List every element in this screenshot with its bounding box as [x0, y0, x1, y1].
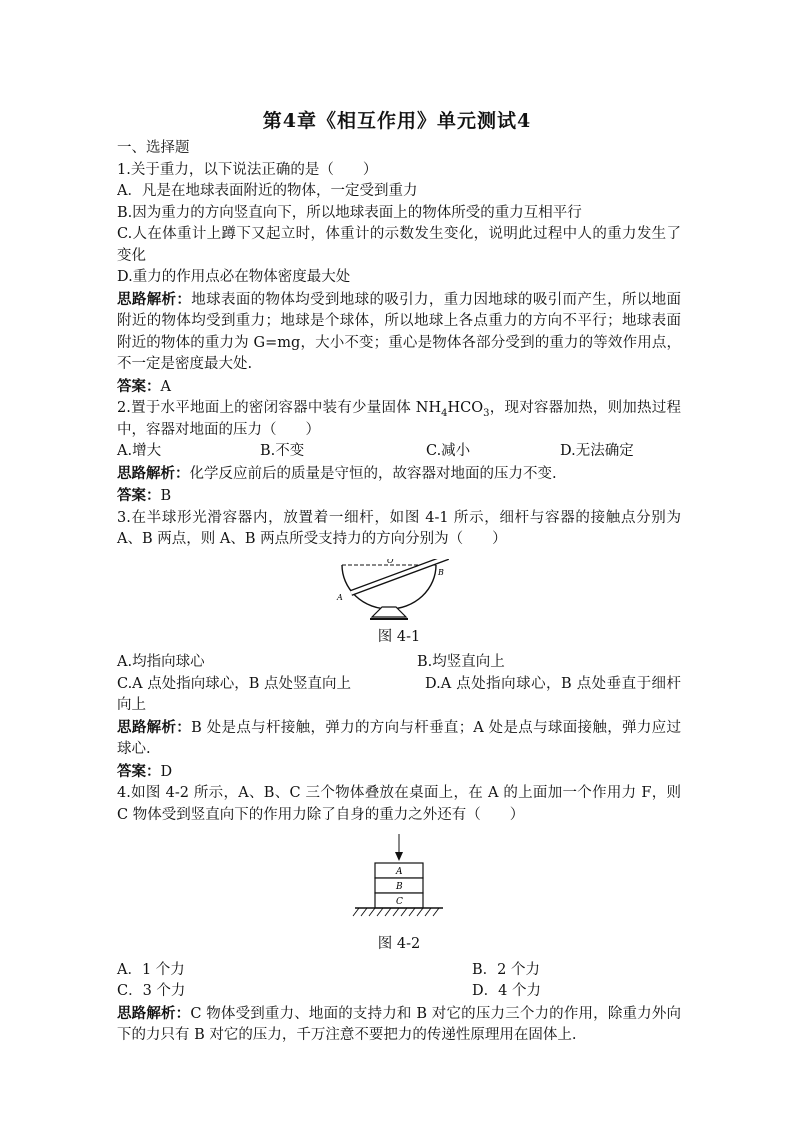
q3-analysis — [117, 717, 681, 761]
q2-answer-label: 答案： — [117, 487, 161, 504]
q4-option-a: A．1 个力 — [117, 961, 185, 978]
q3-option-c: C.A 点处指向球心，B 点处竖直向上 — [117, 675, 352, 692]
q4-options-row2 — [117, 981, 681, 1003]
q2-stem-part-a: 2.置于水平地面上的密闭容器中装有少量固体 NH — [117, 400, 442, 416]
q2-subscript-2: 3 — [483, 407, 490, 419]
q3-answer-label: 答案： — [117, 762, 161, 780]
q1-answer-value: A — [160, 378, 171, 395]
bowl-stand — [372, 607, 406, 617]
q4-option-d: D．4 个力 — [472, 983, 541, 999]
q2-stem — [117, 398, 681, 441]
q3-answer-value: D — [160, 763, 173, 780]
q4-option-c: C．3 个力 — [117, 983, 186, 999]
q1-answer — [117, 376, 681, 399]
q2-option-c: C.减小 — [426, 443, 471, 459]
hemisphere-bowl — [342, 565, 436, 609]
label-a: A — [337, 592, 343, 602]
q2-subscript-1: 4 — [441, 407, 448, 419]
q2-analysis-label: 思路解析： — [117, 464, 190, 482]
rod-fill — [351, 559, 448, 593]
q2-stem-part-c: ，现对容器加热，则加热过程中，容器对地面的压力（ ） — [117, 400, 681, 438]
figure-4-2 — [117, 834, 681, 928]
label-o: O — [387, 558, 394, 565]
q3-options-row2 — [117, 674, 681, 717]
figure-4-1-caption: 图 4-1 — [377, 628, 421, 645]
q2-stem-part-b: HCO — [447, 400, 484, 416]
q3-option-a: A.均指向球心 — [117, 654, 205, 670]
q1-analysis — [117, 289, 681, 376]
hemisphere-rod-diagram — [334, 559, 464, 621]
force-arrow-head — [395, 852, 403, 861]
block-a-label: A — [396, 867, 403, 877]
q2-answer-value: B — [160, 488, 172, 504]
q3-options-row1 — [117, 652, 681, 674]
q1-analysis-text: 地球表面的物体均受到地球的吸引力，重力因地球的吸引而产生，所以地面附近的物体均受到重力；地球是个球体，所以地球上各点重力的方向不平行；地球表面附近的物体的重力为 G=mg，大小不变；重心是物体各部分受到的重力的等效作用点，不一定是密度最大处. — [117, 291, 682, 372]
q2-answer — [117, 485, 681, 508]
q3-stem: 3.在半球形光滑容器内，放置着一细杆，如图 4-1 所示，细杆与容器的接触点分别为 A、B 两点，则 A、B 两点所受支持力的方向分别为（ ） — [117, 509, 681, 547]
q3-analysis-text: B 处是点与杆接触，弹力的方向与杆垂直；A 处是点与球面接触，弹力应过球心. — [117, 719, 682, 757]
q2-option-b: B.不变 — [260, 443, 305, 459]
stacked-blocks-diagram — [351, 834, 447, 928]
q4-options-row1 — [117, 960, 681, 982]
q3-answer — [117, 761, 681, 784]
q3-option-d: D.A 点处指向球心，B 点处垂直于细杆向上 — [117, 675, 681, 713]
q4-stem: 4.如图 4-2 所示，A、B、C 三个物体叠放在桌面上，在 A 的上面加一个作用力 F，则 C 物体受到竖直向下的作用力除了自身的重力之外还有（ ） — [117, 785, 681, 823]
q4-analysis-text: C 物体受到重力、地面的支持力和 B 对它的压力三个力的作用，除重力外向下的力只有 B 对它的压力，千万注意不要把力的传递性原理用在固体上. — [117, 1005, 682, 1043]
q1-option-a: A．凡是在地球表面附近的物体，一定受到重力 — [117, 183, 418, 199]
figure-4-1 — [117, 559, 681, 621]
q3-analysis-label: 思路解析： — [117, 718, 192, 736]
q1-option-d: D.重力的作用点必在物体密度最大处 — [117, 269, 351, 285]
q1-stem: 1.关于重力，以下说法正确的是（ ） — [117, 161, 378, 178]
block-b-label: B — [396, 882, 403, 892]
q2-option-d: D.无法确定 — [560, 443, 634, 459]
q1-analysis-label: 思路解析： — [117, 290, 192, 308]
q1-option-c: C.人在体重计上蹲下又起立时，体重计的示数发生变化，说明此过程中人的重力发生了变化 — [117, 226, 681, 264]
ground-hatching — [353, 908, 439, 916]
label-b: B — [438, 567, 444, 577]
q1-option-b: B.因为重力的方向竖直向下，所以地球表面上的物体所受的重力互相平行 — [117, 204, 582, 221]
section-heading: 一、选择题 — [117, 140, 190, 156]
q4-option-b: B．2 个力 — [472, 961, 540, 978]
q2-analysis — [117, 463, 681, 486]
q4-analysis — [117, 1003, 681, 1047]
q1-answer-label: 答案： — [117, 377, 161, 395]
q2-option-a: A.增大 — [117, 443, 162, 459]
q3-option-b: B.均竖直向上 — [417, 654, 505, 670]
block-c-label: C — [396, 897, 403, 907]
figure-4-2-caption: 图 4-2 — [377, 936, 421, 952]
q4-analysis-label: 思路解析： — [117, 1004, 191, 1022]
page-title: 第4章《相互作用》单元测试4 — [262, 110, 532, 132]
q2-options — [117, 441, 681, 463]
q2-analysis-text: 化学反应前后的质量是守恒的，故容器对地面的压力不变. — [189, 465, 557, 482]
question-content — [117, 138, 681, 1047]
